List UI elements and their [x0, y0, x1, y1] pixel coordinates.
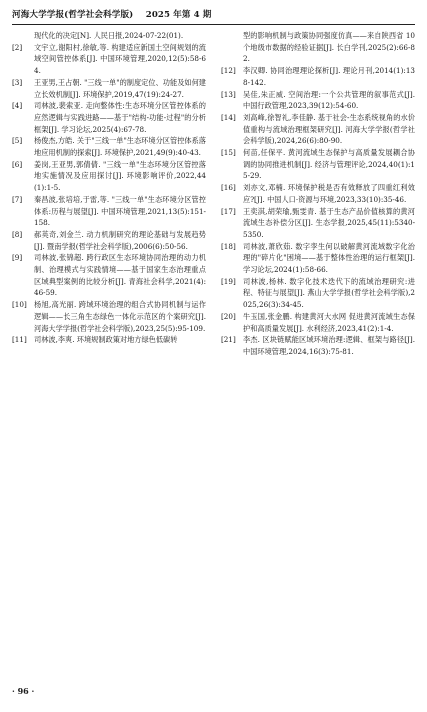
reference-text: 姜岗,王亚男,郭倩倩. "三线一单"生态环境分区管控落地实施情况及应用探讨[J]. 环境影响评价,2022,44(1):1-5. — [34, 159, 206, 193]
reference-column-left — [12, 30, 206, 346]
journal-title: 河海大学学报(哲学社会科学版) — [12, 10, 134, 20]
running-header — [12, 8, 415, 20]
reference-number: [6] — [12, 159, 23, 169]
reference-number: [20] — [221, 311, 236, 321]
reference-number: [10] — [12, 300, 27, 310]
reference-text: 秦昌波,张培培,于雷,等. "三线一单"生态环境分区管控体系:历程与展望[J]. 中国环境管理,2021,13(5):151-158. — [34, 194, 206, 228]
reference-item — [221, 147, 415, 182]
reference-text: 司林波,杨林. 数字化技术迭代下的流域治理研究:进程、特征与展望[J]. 燕山大学学报(哲学社会科学版),2025,26(3):34-45. — [243, 276, 415, 310]
reference-text: 王奕淇,胡荣瑜,甄雯青. 基于生态产品价值核算的黄河流域生态补偿分区[J]. 生态学报,2025,45(11):5340-5350. — [243, 206, 415, 239]
reference-number: [5] — [12, 136, 23, 146]
reference-text: 吴佳,朱正威. 空间治理:一个公共管理的叙事范式[J]. 中国行政管理,2023,39(12):54-60. — [243, 89, 415, 111]
reference-item — [221, 182, 415, 205]
reference-number: [9] — [12, 253, 23, 263]
reference-text: 文宇立,谢阳村,徐敏,等. 构建适应新国土空间规划的流域空间管控体系[J]. 中国环境管理,2020,12(5):58-64. — [34, 42, 206, 76]
reference-text: 刘高峰,徐智礼,李佳静. 基于社会-生态系统视角的水价值重构与流域治理框架研究[J]. 河海大学学报(哲学社会科学版),2024,26(6):80-90. — [243, 112, 415, 146]
reference-number: [19] — [221, 276, 236, 286]
reference-text: 何苗,任保平. 黄河流域生态保护与高质量发展耦合协调的协同推进机制[J]. 经济与管理评论,2024,40(1):15-29. — [243, 148, 415, 181]
reference-text: 李杰. 区块链赋能区域环境治理:逻辑、框架与路径[J]. 中国环境管理,2024,16(3):75-81. — [243, 335, 415, 356]
reference-text: 牛玉国,张金鹏. 构建黄河大水网 促进黄河流域生态保护和高质量发展[J]. 水利经济,2023,41(2):1-4. — [243, 311, 415, 333]
reference-number: [8] — [12, 229, 23, 239]
reference-item — [12, 135, 206, 158]
reference-item — [221, 206, 415, 241]
reference-item — [12, 252, 206, 299]
reference-text: 杨旭,高光丽. 跨域环境治理的组合式协同机制与运作逻辑——长三角生态绿色一体化示范区的个案研究[J]. 河海大学学报(哲学社会科学版),2023,25(5):95-109. — [34, 300, 206, 333]
reference-item — [12, 159, 206, 194]
reference-number: [11] — [12, 335, 27, 345]
reference-text: 司林波,裴索亚. 走向整体性:生态环境分区管控体系的应然逻辑与实践进路——基于"结构-功能-过程"的分析框架[J]. 学习论坛,2025(4):67-78. — [34, 101, 206, 134]
reference-item — [12, 334, 206, 346]
reference-item — [221, 241, 415, 276]
reference-number: [21] — [221, 335, 236, 345]
reference-number: [15] — [221, 148, 236, 158]
reference-number: [17] — [221, 206, 236, 216]
reference-number: [2] — [12, 42, 23, 52]
reference-item — [12, 77, 206, 100]
reference-item — [221, 276, 415, 311]
reference-item — [12, 229, 206, 252]
reference-text: 郝英奇,刘金兰. 动力机制研究的理论基础与发展趋势[J]. 暨南学报(哲学社会科学版),2006(6):50-56. — [34, 229, 206, 251]
reference-text: 司林波,李爽. 环境规制政策对地方绿色低碳转 — [34, 335, 178, 345]
reference-number: [12] — [221, 66, 236, 76]
reference-item — [12, 299, 206, 334]
reference-number: [14] — [221, 112, 236, 122]
reference-item — [12, 100, 206, 135]
issue-label: 2025 年第 4 期 — [145, 10, 212, 20]
reference-item — [12, 194, 206, 229]
reference-number: [13] — [221, 89, 236, 99]
page-number: · 96 · — [12, 686, 35, 696]
reference-number: [18] — [221, 241, 236, 251]
reference-item — [12, 42, 206, 77]
reference-item — [221, 311, 415, 334]
reference-text: 司林波,张锦超. 跨行政区生态环境协同治理的动力机制、治理模式与实践情境——基于国家生态治理重点区域典型案例的比较分析[J]. 青海社会科学,2021(4):46-59. — [34, 253, 206, 298]
reference-number: [4] — [12, 101, 23, 111]
reference-column-right — [221, 30, 415, 358]
reference-text: 李汉卿. 协同治理理论探析[J]. 理论月刊,2014(1):138-142. — [243, 66, 415, 87]
reference-text: 刘亦文,邓楠. 环境保护税是否有效释放了四重红利效应?[J]. 中国人口·资源与环境,2023,33(10):35-46. — [243, 183, 415, 204]
reference-text: 司林波,萧欣茹. 数字孪生何以破解黄河流域数字化治理的"碎片化"困境——基于整体性治理的运行框架[J]. 学习论坛,2024(1):58-66. — [243, 241, 415, 275]
reference-item — [221, 65, 415, 88]
reference-item — [221, 89, 415, 112]
reference-number: [3] — [12, 77, 23, 87]
reference-number: [7] — [12, 194, 23, 204]
reference-continuation: 现代化的决定[N]. 人民日报,2024-07-22(01). — [34, 31, 184, 40]
reference-item — [221, 112, 415, 147]
reference-item — [221, 334, 415, 357]
reference-text: 王亚男,王占朝. "三线一单"的制度定位、功能及如何建立长效机制[J]. 环境保护,2019,47(19):24-27. — [34, 77, 206, 99]
reference-continuation: 型的影响机制与政策协同强度仿真——来自陕西省 10 个地级市数据的经验证据[J]. 长白学刊,2025(2):66-82. — [243, 31, 415, 64]
reference-text: 杨俊杰,方皓. 关于"三线一单"生态环境分区管控体系落地应用机制的探索[J]. 环境保护,2021,49(9):40-43. — [34, 136, 206, 158]
reference-number: [16] — [221, 183, 236, 193]
header-rule — [12, 24, 415, 25]
